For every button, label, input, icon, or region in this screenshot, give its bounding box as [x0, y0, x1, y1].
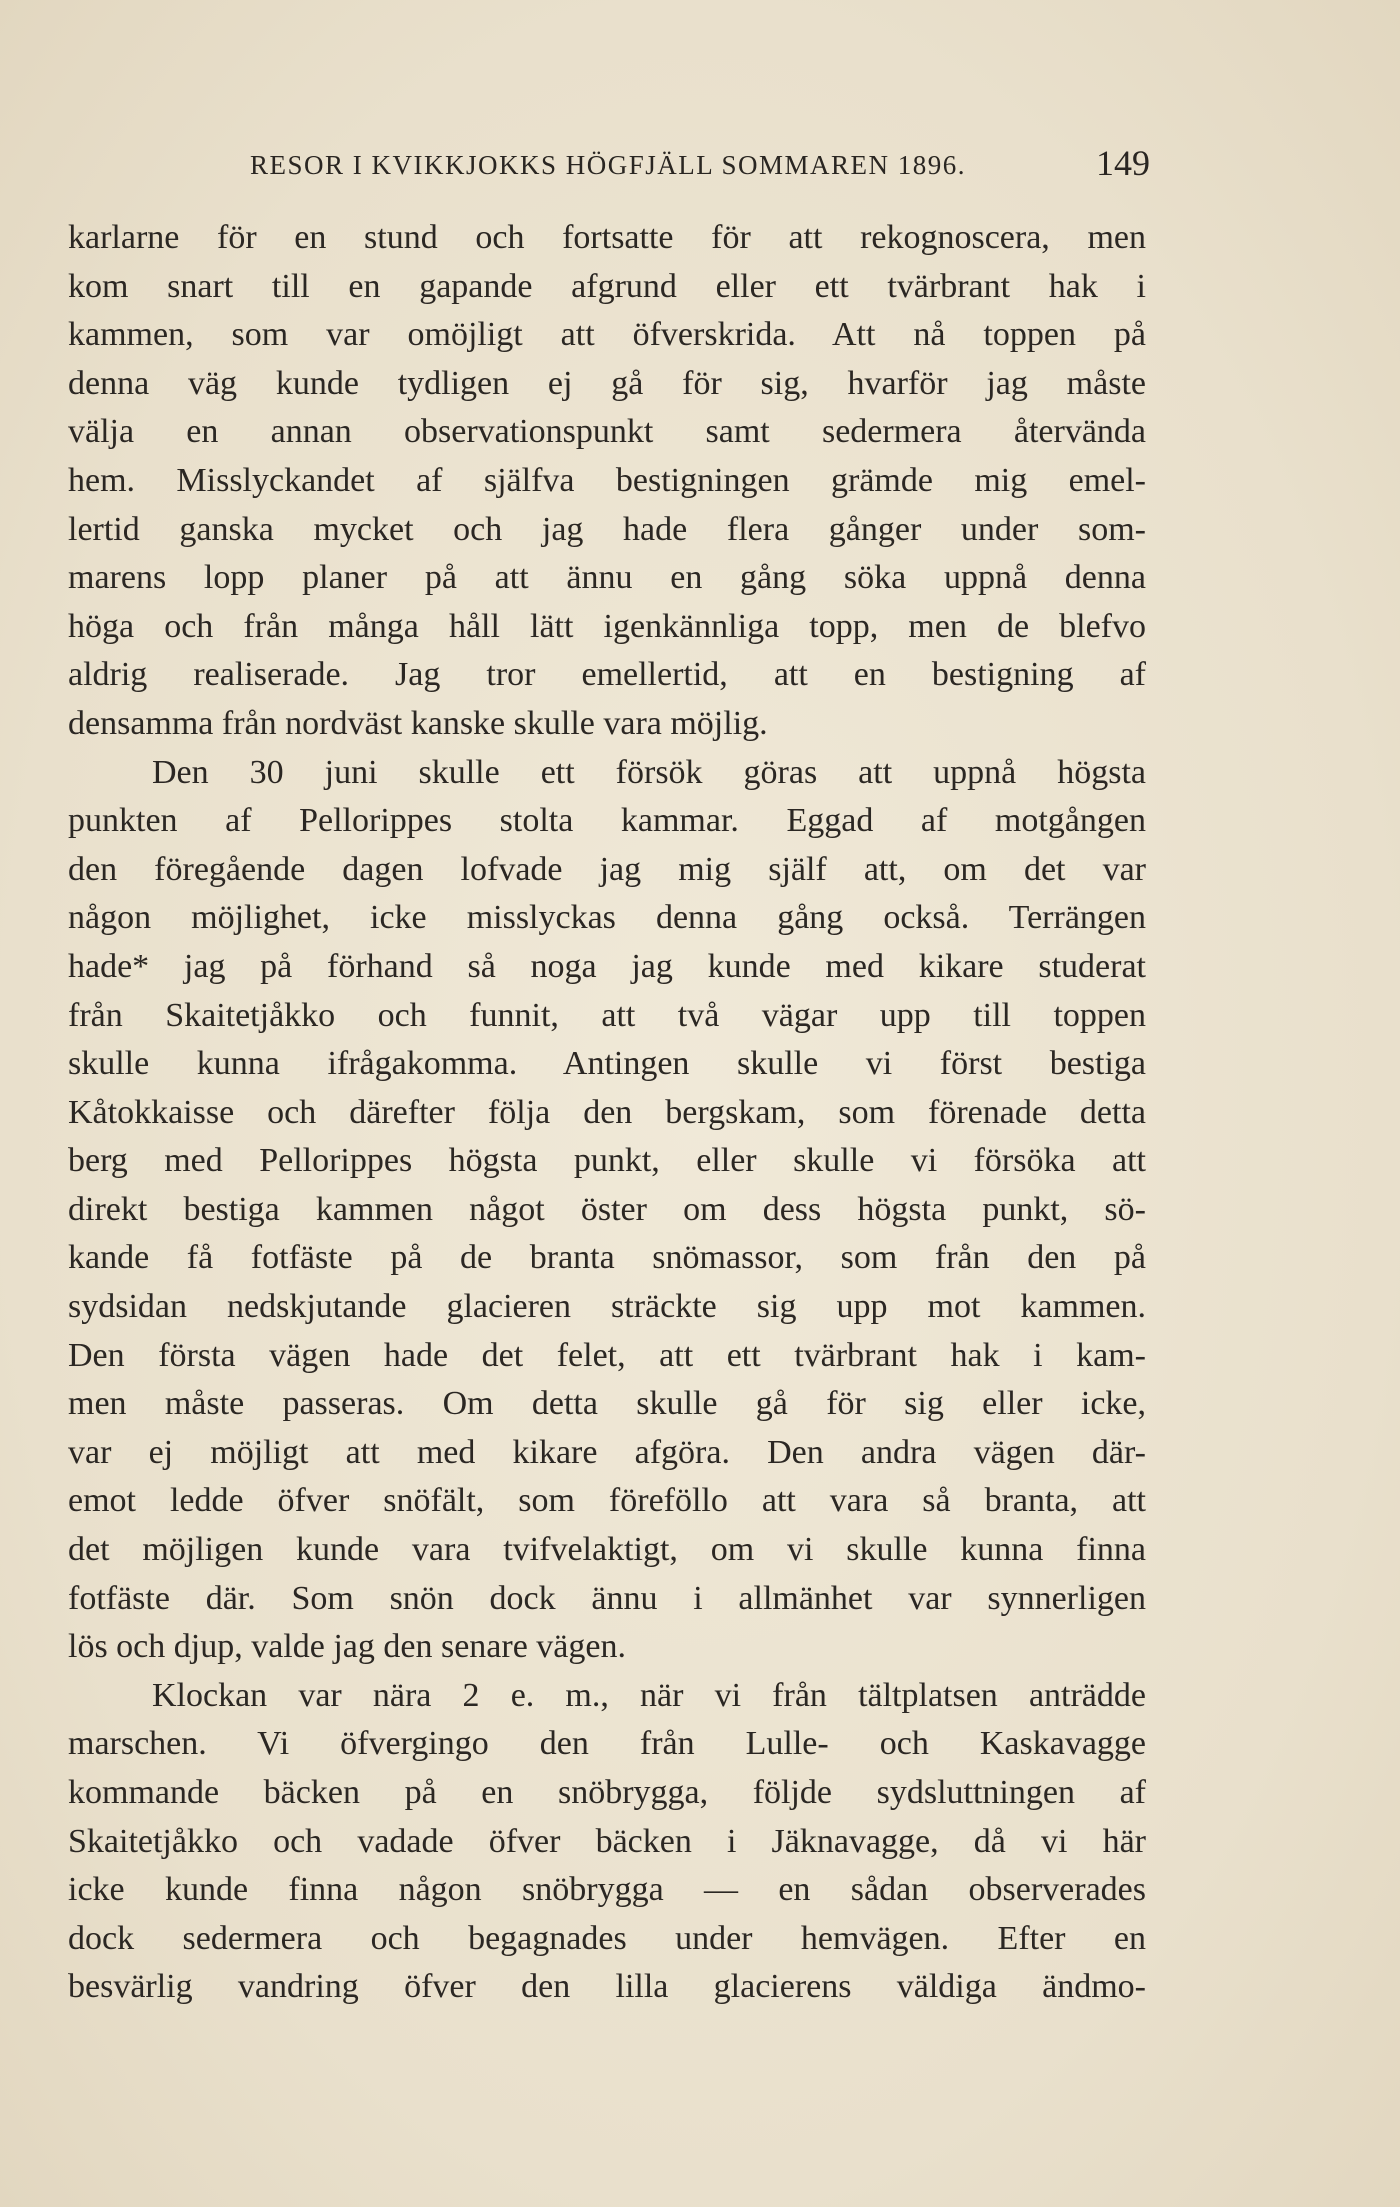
text-line: hade* jag på förhand så noga jag kunde med kikare studerat: [68, 947, 1146, 985]
text-line: höga och från många håll lätt igenkännliga topp, men de blefvo: [68, 607, 1146, 645]
body-text: [68, 214, 1146, 2012]
text-line: emot ledde öfver snöfält, som föreföllo att vara så branta, att: [68, 1482, 1146, 1520]
text-line: kommande bäcken på en snöbrygga, följde sydsluttningen af: [68, 1774, 1146, 1811]
text-line: från Skaitetjåkko och funnit, att två vägar upp till toppen: [68, 996, 1146, 1034]
running-header: [250, 142, 1150, 198]
text-line: Kåtokkaisse och därefter följa den bergskam, som förenade detta: [68, 1093, 1146, 1131]
text-line: var ej möjligt att med kikare afgöra. Den andra vägen där-: [68, 1433, 1146, 1471]
text-line: dock sedermera och begagnades under hemvägen. Efter en: [68, 1919, 1146, 1957]
text-line: skulle kunna ifrågakomma. Antingen skulle vi först bestiga: [68, 1045, 1146, 1083]
text-line: direkt bestiga kammen något öster om dess högsta punkt, sö-: [68, 1190, 1146, 1228]
text-line: besvärlig vandring öfver den lilla glacierens väldiga ändmo-: [68, 1968, 1146, 2006]
text-line: någon möjlighet, icke misslyckas denna gång också. Terrängen: [68, 899, 1146, 937]
text-line: Den 30 juni skulle ett försök göras att uppnå högsta: [152, 753, 1146, 791]
text-line: sydsidan nedskjutande glacieren sträckte sig upp mot kammen.: [68, 1288, 1146, 1326]
text-line: Den första vägen hade det felet, att ett tvärbrant hak i kam-: [68, 1336, 1146, 1374]
text-line: den föregående dagen lofvade jag mig själf att, om det var: [68, 850, 1146, 888]
text-line: marens lopp planer på att ännu en gång söka uppnå denna: [68, 559, 1146, 597]
text-line: karlarne för en stund och fortsatte för att rekognoscera, men: [68, 219, 1146, 256]
page-number: 149: [1096, 143, 1150, 183]
text-line: kande få fotfäste på de branta snömassor, som från den på: [68, 1239, 1146, 1277]
text-line: välja en annan observationspunkt samt sedermera återvända: [68, 413, 1146, 451]
text-line: det möjligen kunde vara tvifvelaktigt, om vi skulle kunna finna: [68, 1531, 1146, 1569]
text-line: lertid ganska mycket och jag hade flera gånger under som-: [68, 510, 1146, 548]
text-line: hem. Misslyckandet af själfva bestigningen grämde mig emel-: [68, 461, 1146, 499]
text-line: kom snart till en gapande afgrund eller ett tvärbrant hak i: [68, 267, 1146, 305]
text-line: men måste passeras. Om detta skulle gå för sig eller icke,: [68, 1385, 1146, 1423]
text-line: punkten af Pellorippes stolta kammar. Eggad af motgången: [68, 802, 1146, 840]
header-title: RESOR I KVIKKJOKKS HÖGFJÄLL SOMMAREN 1896.: [250, 150, 967, 180]
text-line: Skaitetjåkko och vadade öfver bäcken i Jäknavagge, då vi här: [68, 1822, 1146, 1860]
text-line: marschen. Vi öfvergingo den från Lulle- och Kaskavagge: [68, 1725, 1146, 1763]
text-line: kammen, som var omöjligt att öfverskrida. Att nå toppen på: [68, 316, 1146, 354]
text-line: densamma från nordväst kanske skulle vara möjlig.: [68, 704, 768, 742]
text-line: fotfäste där. Som snön dock ännu i allmänhet var synnerligen: [68, 1579, 1146, 1617]
text-line: Klockan var nära 2 e. m., när vi från tältplatsen anträdde: [152, 1676, 1146, 1714]
text-line: icke kunde finna någon snöbrygga — en sådan observerades: [68, 1871, 1146, 1909]
text-line: berg med Pellorippes högsta punkt, eller skulle vi försöka att: [68, 1142, 1146, 1180]
text-line: lös och djup, valde jag den senare vägen.: [68, 1628, 626, 1666]
text-line: aldrig realiserade. Jag tror emellertid, att en bestigning af: [68, 656, 1146, 694]
text-line: denna väg kunde tydligen ej gå för sig, hvarför jag måste: [68, 364, 1146, 402]
